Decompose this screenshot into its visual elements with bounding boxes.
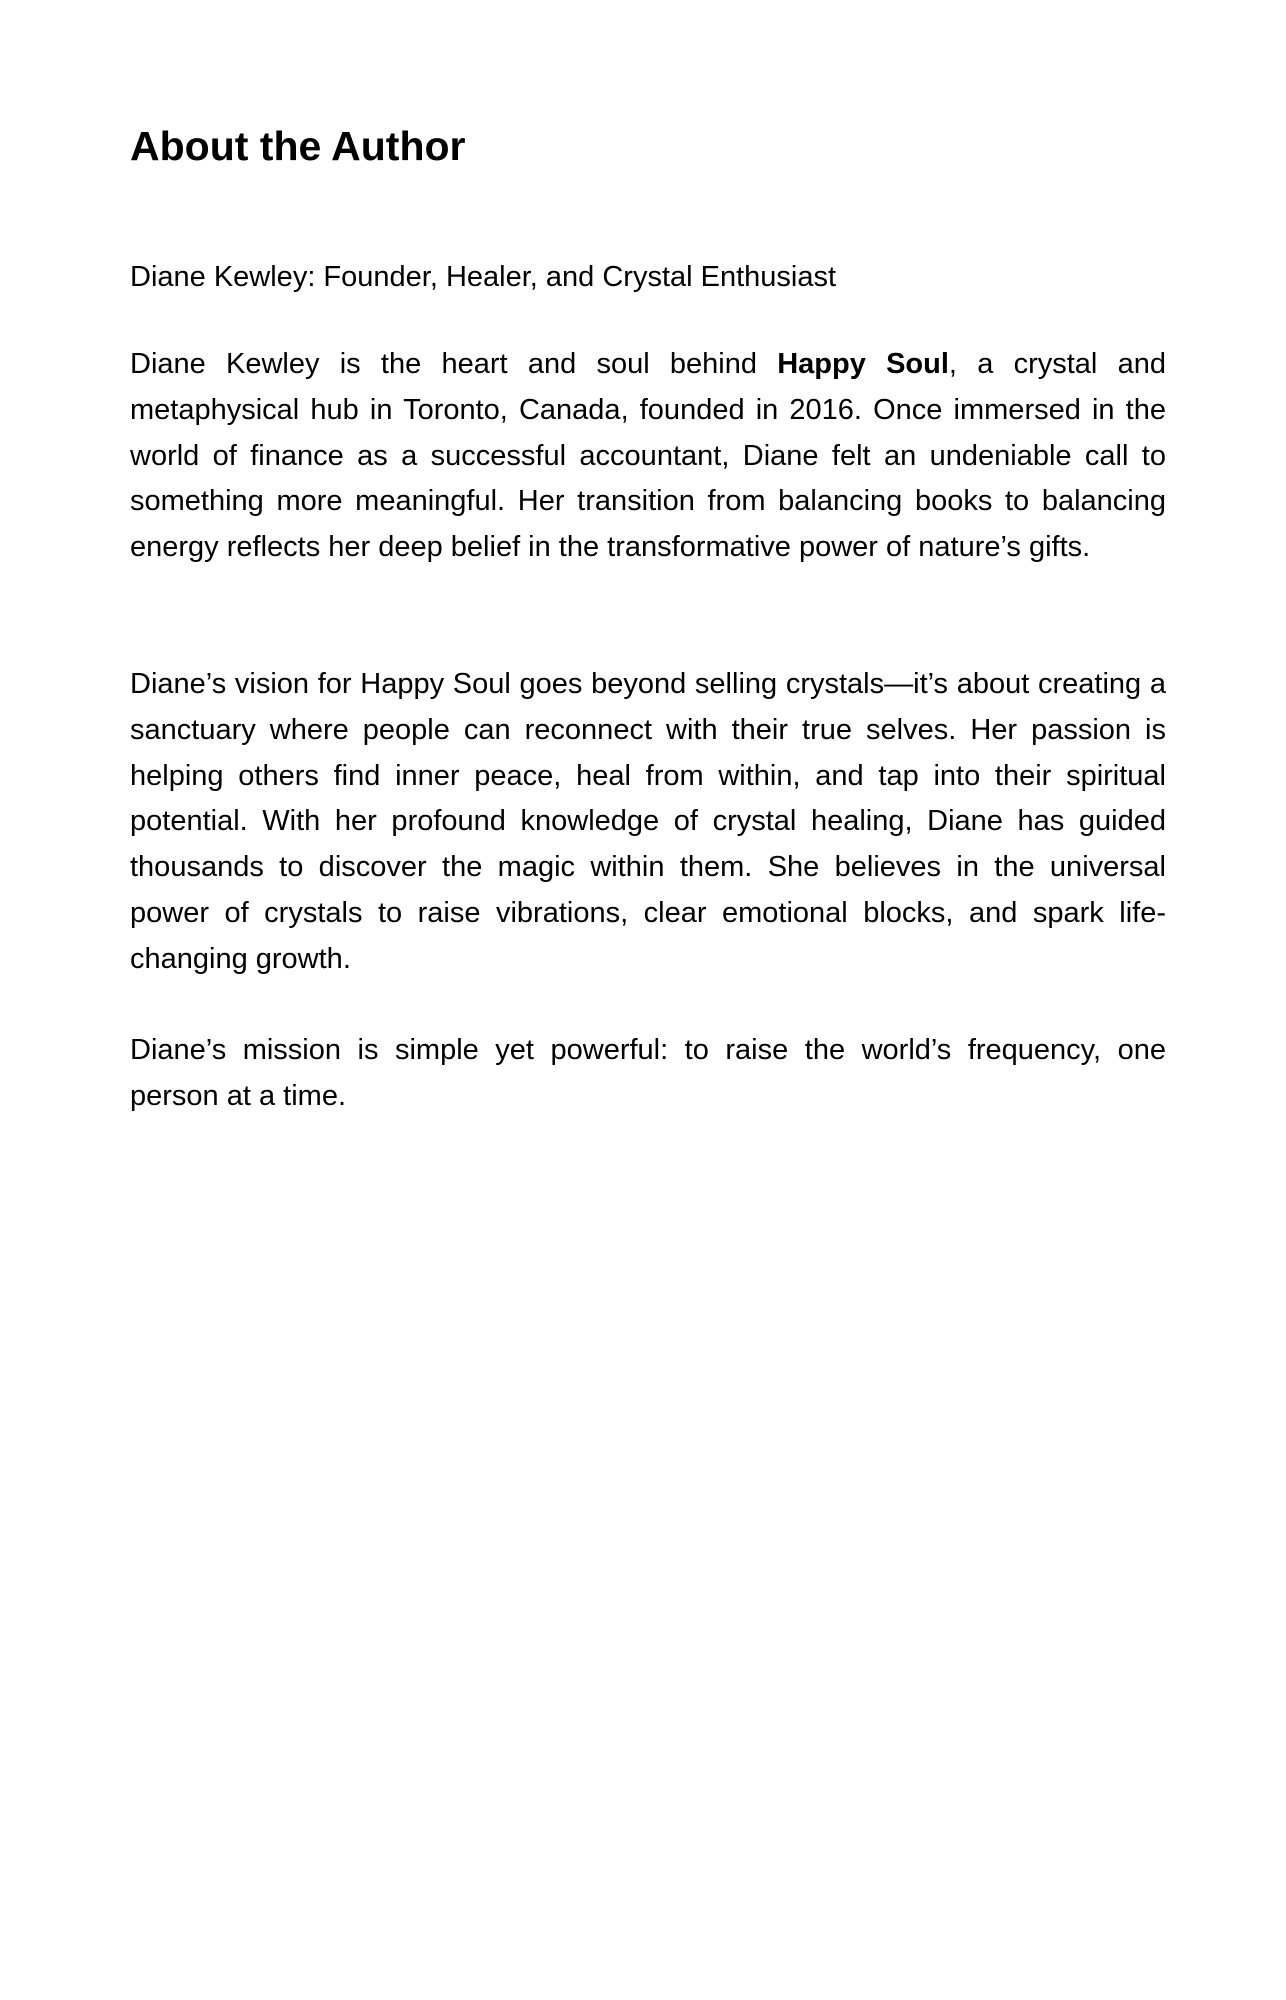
paragraph-intro-end: , a crystal and metaphysical hub in Toronto, Canada, founded in 2016. Once immersed in the world of finance as a successful accountant, Diane felt an undeniable call to something more meaningful. Her transition from balancing books to balancing energy reflects her deep belief in the transformative power of nature’s gifts. (130, 348, 1167, 564)
paragraph-intro (130, 342, 1166, 571)
paragraph-mission: Diane’s mission is simple yet powerful: to raise the world’s frequency, one person at a time. (130, 1034, 1166, 1112)
page-title: About the Author (130, 123, 466, 169)
paragraph-intro-start: Diane Kewley is the heart and soul behind (130, 348, 778, 380)
paragraph-vision: Diane’s vision for Happy Soul goes beyond selling crystals—it’s about creating a sanctuary where people can reconnect with their true selves. Her passion is helping others find inner peace, heal from within, and tap into their spiritual potential. With her profound knowledge of crystal healing, Diane has guided thousands to discover the magic within them. She believes in the universal power of crystals to raise vibrations, clear emotional blocks, and spark life-changing growth. (130, 668, 1166, 975)
brand-name: Happy Soul (777, 348, 949, 380)
author-subtitle: Diane Kewley: Founder, Healer, and Crystal Enthusiast (130, 261, 837, 293)
